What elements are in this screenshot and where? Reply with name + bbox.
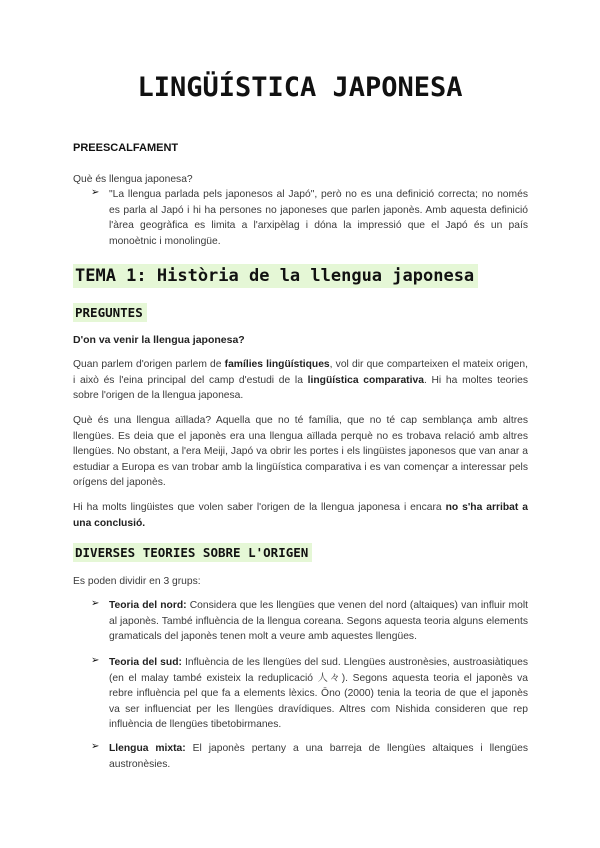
bullet-label: Teoria del nord:: [109, 600, 187, 611]
bold-term: lingüística comparativa: [307, 374, 424, 386]
text-run: Considera que les llengües que venen del nord (altaiques) van influir molt al japonès. També influència de la llengua coreana. Segons aquesta teoria alguns elements gramaticals del japonès tenen molt a veure amb aquestes llengües.: [109, 600, 528, 642]
question-heading: D'on va venir la llengua japonesa?: [73, 334, 245, 346]
bullet-label: Teoria del sud:: [109, 657, 182, 668]
arrow-bullet-icon: ➢: [91, 741, 100, 752]
question-text: Què és llengua japonesa?: [73, 174, 193, 185]
text-run: Influència de les llengües del sud. Llengües austronèsies, austroasiàtiques (en el malay també existeix la reduplicació 人々). Segons aquesta teoria el japonès va rebre influència pel que fa a elements lèxics. Ōno (2000) tenia la teoria de que el japonès va ser influenciat per les llengües dravídiques. Altres com Nishida consideren que rep influència de llengües tibetobirmanes.: [109, 657, 528, 730]
list-item: [91, 598, 528, 645]
list-item: [91, 187, 528, 249]
text-run: , vol dir que comparteixen el mateix origen, i això és l'eina principal del camp d'estudi de la: [73, 359, 528, 386]
paragraph-llengua-aillada: Què és una llengua aïllada? Aquella que no té família, que no té cap semblança amb altres llengües. Es deia que el japonès era una llengua aïllada perquè no es trobava relació amb altres llengües. No obstant, a l'era Meiji, Japó va obrir les portes i els lingüistes japonesos que van anar a estudiar a Europa es van trobar amb la lingüística comparativa i es van començar a interessar pels orígens del japonès.: [73, 415, 528, 488]
list-item: [91, 655, 528, 733]
bullet-text: [109, 741, 528, 772]
text-run: . Hi ha moltes teories sobre l'origen de la llengua japonesa.: [73, 374, 528, 401]
bullet-text: "La llengua parlada pels japonesos al Japó", però no es una definició correcta; no només es parla al Japó i hi ha persones no japoneses que parlen japonès. Amb aquesta definició l'àrea geogràfica es limita a l'arxipèlag i dóna la impressió que el Japó és un país monoètnic i monolingüe.: [109, 189, 528, 247]
bullet-text: [109, 655, 528, 733]
bullet-label: Llengua mixta:: [109, 743, 186, 754]
arrow-bullet-icon: ➢: [91, 655, 100, 666]
bold-term: no s'ha arribat a una conclusió.: [73, 502, 528, 529]
text-run: Quan parlem d'origen parlem de: [73, 359, 225, 370]
section-heading-preescalfament: PREESCALFAMENT: [73, 142, 179, 154]
arrow-bullet-icon: ➢: [91, 598, 100, 609]
bullet-text: [109, 598, 528, 645]
section-heading-teories: DIVERSES TEORIES SOBRE L'ORIGEN: [73, 543, 312, 562]
bold-term: famílies lingüístiques: [224, 359, 330, 370]
text-run: Hi ha molts lingüistes que volen saber l'origen de la llengua japonesa i encara: [73, 502, 446, 513]
paragraph-conclusio: [73, 500, 528, 531]
intro-text: Es poden dividir en 3 grups:: [73, 576, 201, 587]
text-run: El japonès pertany a una barreja de llengües altaiques i llengües austronèsies.: [109, 743, 528, 770]
paragraph-families: [73, 357, 528, 404]
section-heading-tema1: TEMA 1: Història de la llengua japonesa: [73, 264, 478, 288]
subheading-preguntes: PREGUNTES: [73, 303, 147, 322]
document-title: LINGÜÍSTICA JAPONESA: [137, 72, 463, 103]
list-item: [91, 741, 528, 772]
arrow-bullet-icon: ➢: [91, 187, 100, 198]
